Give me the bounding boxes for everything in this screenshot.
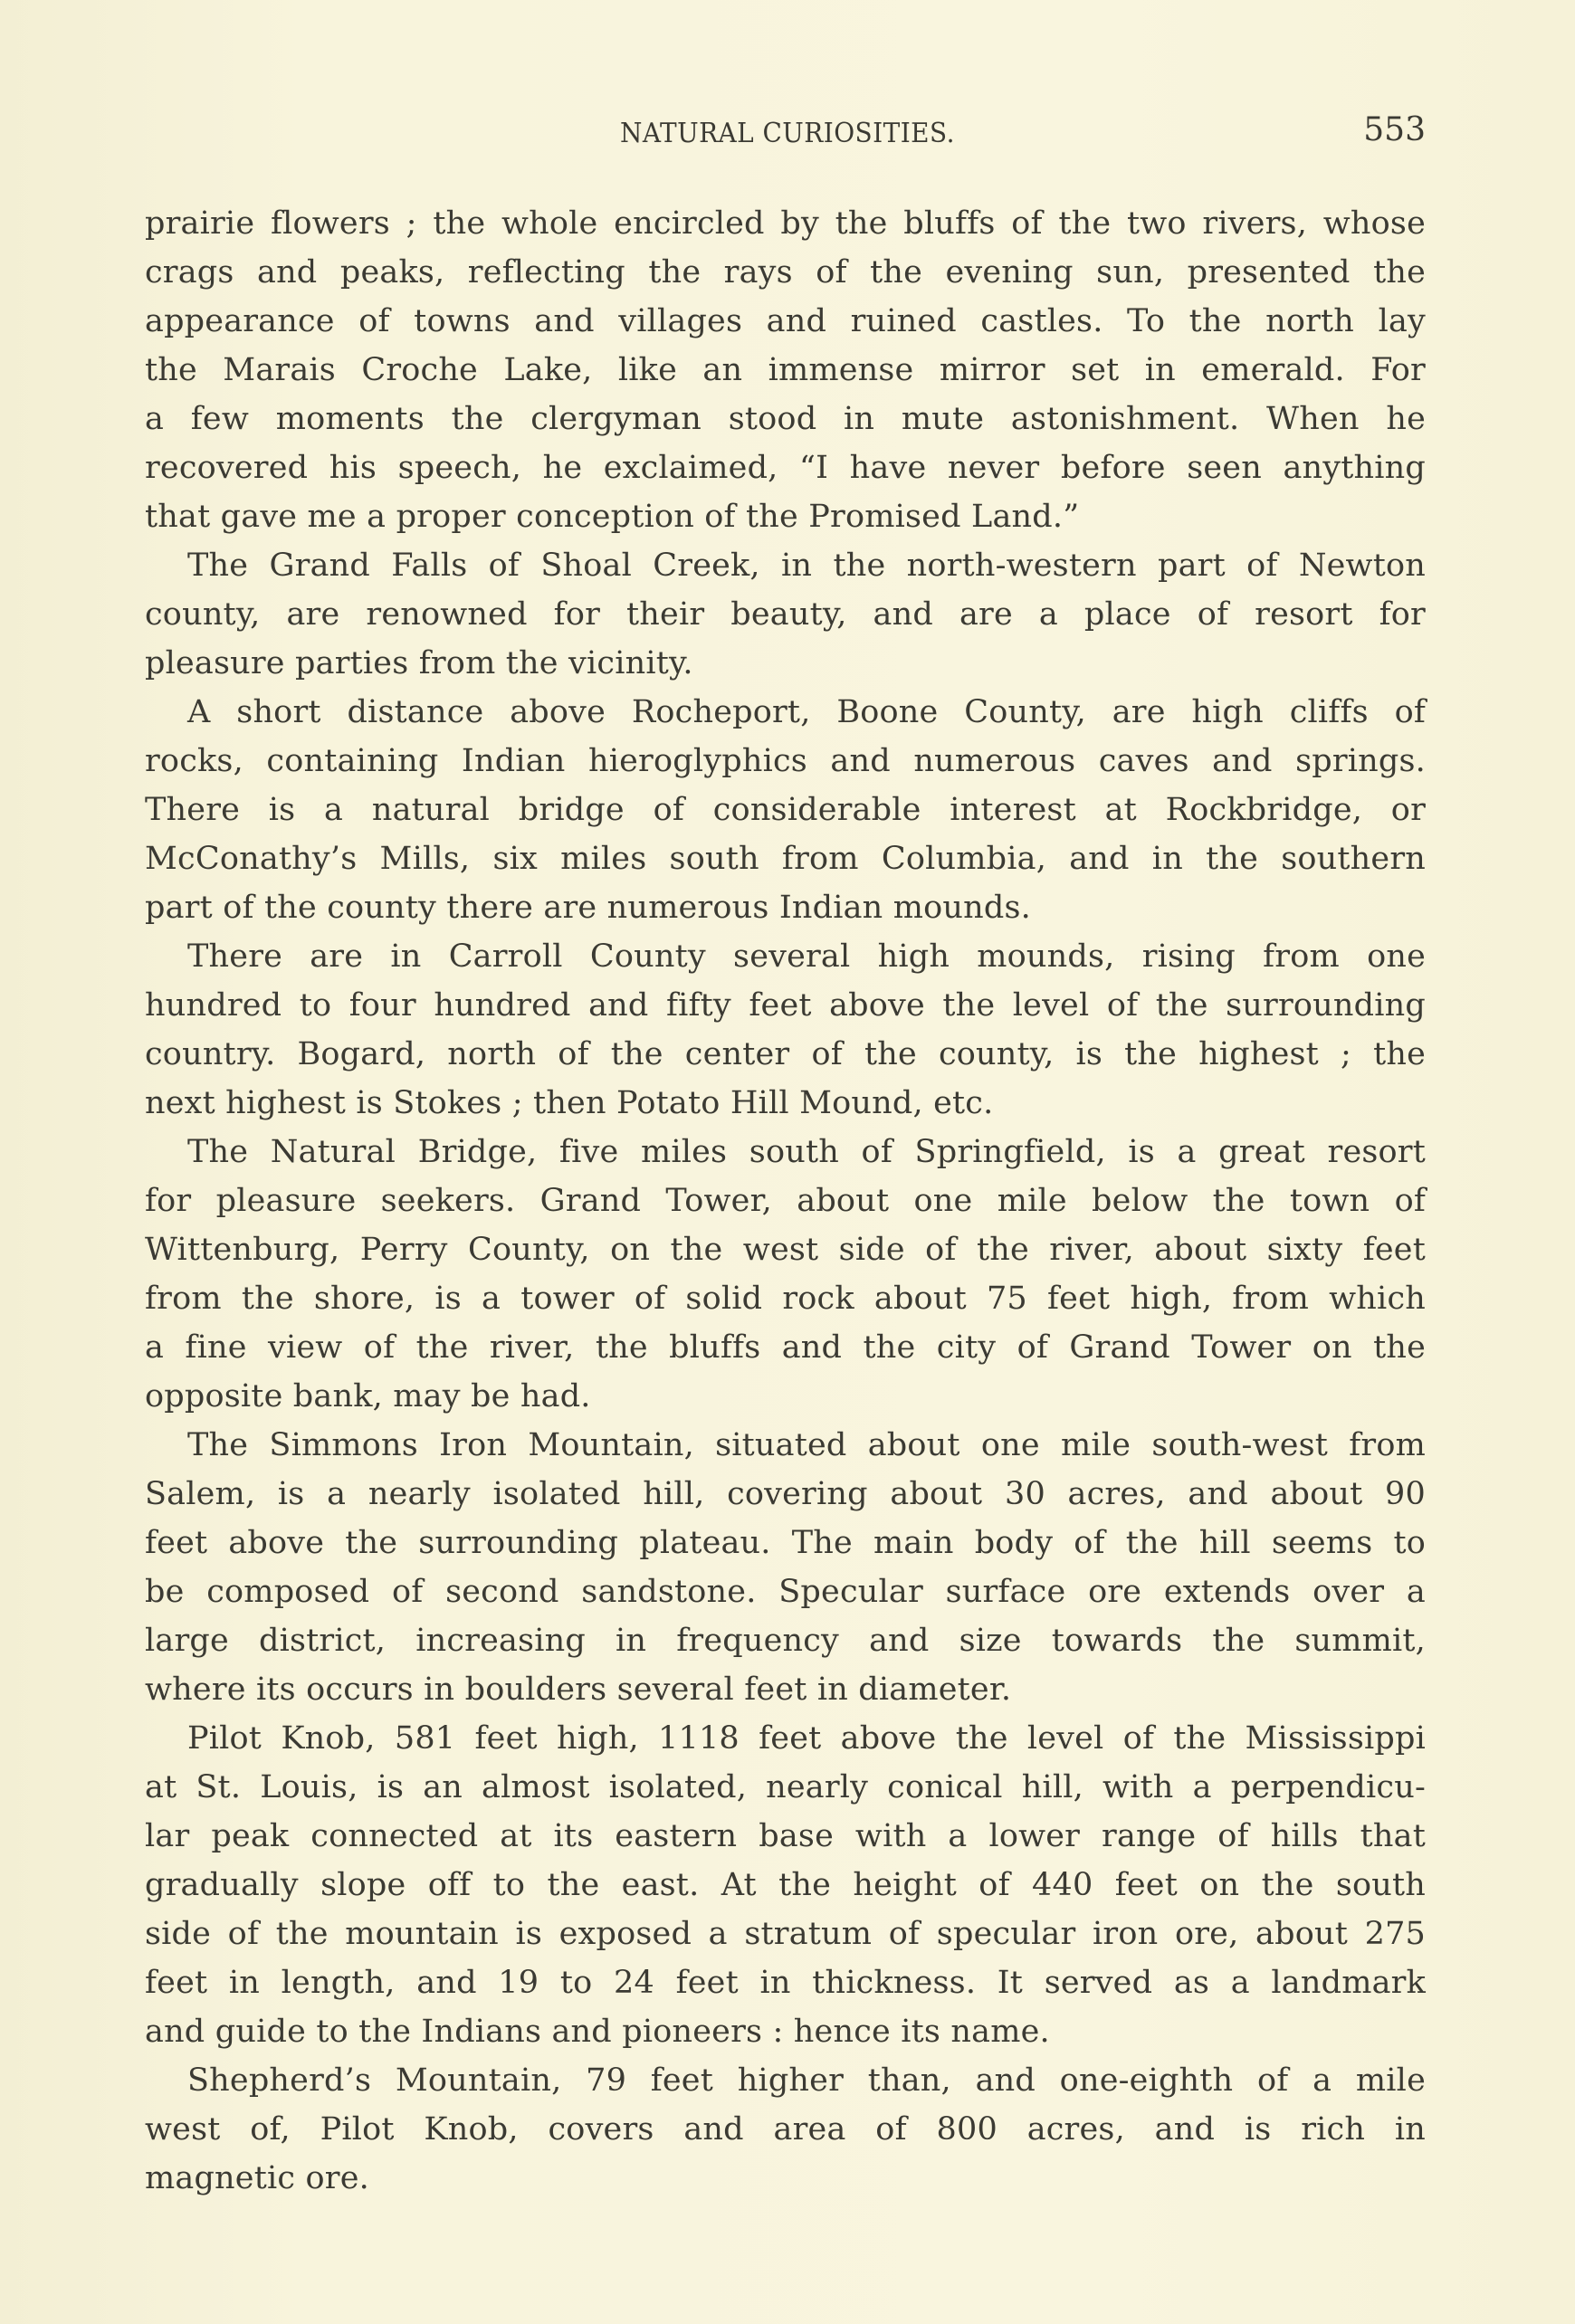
text-line: recovered his speech, he exclaimed, “I have never before seen anything (145, 450, 1426, 486)
text-line: county, are renowned for their beauty, and are a place of resort for (145, 596, 1426, 633)
body-text (145, 199, 1426, 2203)
text-line: at St. Louis, is an almost isolated, nearly conical hill, with a perpendicu- (145, 1769, 1426, 1805)
text-line: hundred to four hundred and fifty feet above the level of the surrounding (145, 987, 1426, 1024)
text-line: prairie flowers ; the whole encircled by the bluffs of the two rivers, whose (145, 205, 1426, 242)
text-line: There are in Carroll County several high mounds, rising from one (187, 938, 1426, 975)
text-line: west of, Pilot Knob, covers and area of 800 acres, and is rich in (145, 2111, 1426, 2148)
text-line: The Grand Falls of Shoal Creek, in the north-western part of Newton (187, 548, 1426, 584)
text-line: country. Bogard, north of the center of the county, is the highest ; the (145, 1036, 1426, 1072)
paragraph (145, 1421, 1426, 1714)
text-line: A short distance above Rocheport, Boone County, are high cliffs of (187, 694, 1426, 730)
text-line: part of the county there are numerous Indian mounds. (145, 890, 1031, 926)
text-line: the Marais Croche Lake, like an immense mirror set in emerald. For (145, 352, 1426, 388)
text-line: The Simmons Iron Mountain, situated about one mile south-west from (187, 1427, 1426, 1463)
text-line: magnetic ore. (145, 2160, 369, 2196)
paragraph (145, 932, 1426, 1128)
text-line: appearance of towns and villages and ruined castles. To the north lay (145, 303, 1426, 339)
text-line: The Natural Bridge, five miles south of Springfield, is a great resort (187, 1134, 1426, 1170)
text-line: for pleasure seekers. Grand Tower, about one mile below the town of (145, 1183, 1426, 1219)
text-line: and guide to the Indians and pioneers : hence its name. (145, 2014, 1050, 2050)
paragraph (145, 541, 1426, 688)
text-line: There is a natural bridge of considerable interest at Rockbridge, or (145, 792, 1426, 828)
running-head (145, 112, 1426, 152)
text-line: where its occurs in boulders several feet in diameter. (145, 1672, 1012, 1708)
text-line: Pilot Knob, 581 feet high, 1118 feet above the level of the Mississippi (187, 1720, 1426, 1757)
paragraph (145, 1128, 1426, 1421)
paragraph (145, 688, 1426, 932)
text-line: opposite bank, may be had. (145, 1378, 591, 1414)
text-line: that gave me a proper conception of the Promised Land.” (145, 499, 1080, 535)
text-line: pleasure parties from the vicinity. (145, 645, 693, 681)
text-line: feet above the surrounding plateau. The main body of the hill seems to (145, 1525, 1426, 1561)
paragraph (145, 2056, 1426, 2203)
text-line: large district, increasing in frequency and size towards the summit, (145, 1623, 1426, 1659)
text-line: next highest is Stokes ; then Potato Hill Mound, etc. (145, 1085, 994, 1121)
text-line: be composed of second sandstone. Specular surface ore extends over a (145, 1574, 1426, 1610)
text-line: rocks, containing Indian hieroglyphics and numerous caves and springs. (145, 743, 1426, 779)
text-line: Wittenburg, Perry County, on the west side of the river, about sixty feet (145, 1232, 1426, 1268)
paragraph (145, 1714, 1426, 2056)
text-line: lar peak connected at its eastern base with a lower range of hills that (145, 1818, 1426, 1854)
text-line: Salem, is a nearly isolated hill, covering about 30 acres, and about 90 (145, 1476, 1426, 1512)
text-line: from the shore, is a tower of solid rock about 75 feet high, from which (145, 1281, 1426, 1317)
text-line: Shepherd’s Mountain, 79 feet higher than, and one-eighth of a mile (187, 2062, 1426, 2099)
running-title: NATURAL CURIOSITIES. (620, 118, 955, 149)
paragraph (145, 199, 1426, 541)
text-line: feet in length, and 19 to 24 feet in thickness. It served as a landmark (145, 1965, 1426, 2001)
text-line: a fine view of the river, the bluffs and the city of Grand Tower on the (145, 1329, 1426, 1366)
text-line: gradually slope off to the east. At the height of 440 feet on the south (145, 1867, 1426, 1903)
text-line: a few moments the clergyman stood in mute astonishment. When he (145, 401, 1426, 437)
text-line: side of the mountain is exposed a stratum of specular iron ore, about 275 (145, 1916, 1426, 1952)
text-line: crags and peaks, reflecting the rays of the evening sun, presented the (145, 254, 1426, 290)
text-line: McConathy’s Mills, six miles south from Columbia, and in the southern (145, 841, 1426, 877)
page-number: 553 (1363, 111, 1426, 148)
